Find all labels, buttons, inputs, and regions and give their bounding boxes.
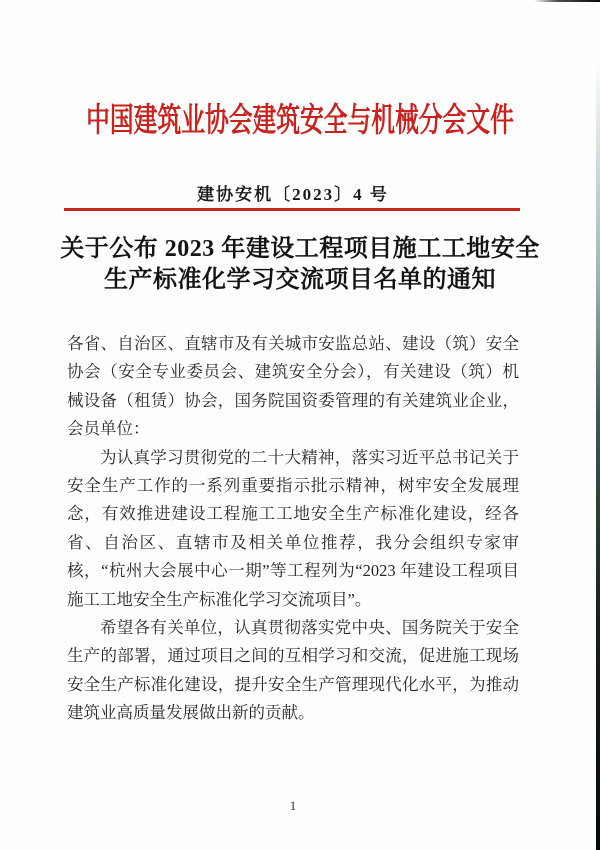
document-title-line-2: 生产标准化学习交流项目名单的通知 — [104, 267, 496, 293]
paragraph-expectation: 希望各有关单位，认真贯彻落实党中央、国务院关于安全生产的部署，通过项目之间的互相学习和交流，促进施工现场安全生产标准化建设，提升安全生产管理现代化水平，为推动建筑业高质量发展做出新的贡献。 — [67, 618, 519, 723]
scan-artifact-top-edge — [534, 0, 600, 2]
red-header-title: 中国建筑业协会建筑安全与机械分会文件 — [86, 103, 514, 139]
paragraph-addressees: 各省、自治区、直辖市及有关城市安监总站、建设（筑）安全协会（安全专业委员会、建筑安全分会），有关建设（筑）机械设备（租赁）协会，国务院国资委管理的有关建筑业企业，会员单位： — [67, 334, 519, 439]
scan-artifact-right-edge — [596, 60, 600, 850]
document-title-line-1: 关于公布 2023 年建设工程项目施工工地安全 — [60, 236, 540, 262]
document-body — [67, 330, 519, 728]
page-number: 1 — [289, 798, 297, 813]
document-number: 建协安机〔2023〕4 号 — [197, 185, 389, 204]
document-title — [0, 234, 600, 296]
paragraph-announcement: 为认真学习贯彻党的二十大精神，落实习近平总书记关于安全生产工作的一系列重要指示批示精神，树牢安全发展理念，有效推进建设工程施工工地安全生产标准化建设，经各省、自治区、直辖市及相关单位推荐，我分会组织专家审核，“杭州大会展中心一期”等工程列为“2023 年建设工程项目施工工地安全生产标准化学习交流项目”。 — [67, 447, 519, 609]
red-divider-line — [64, 208, 520, 211]
